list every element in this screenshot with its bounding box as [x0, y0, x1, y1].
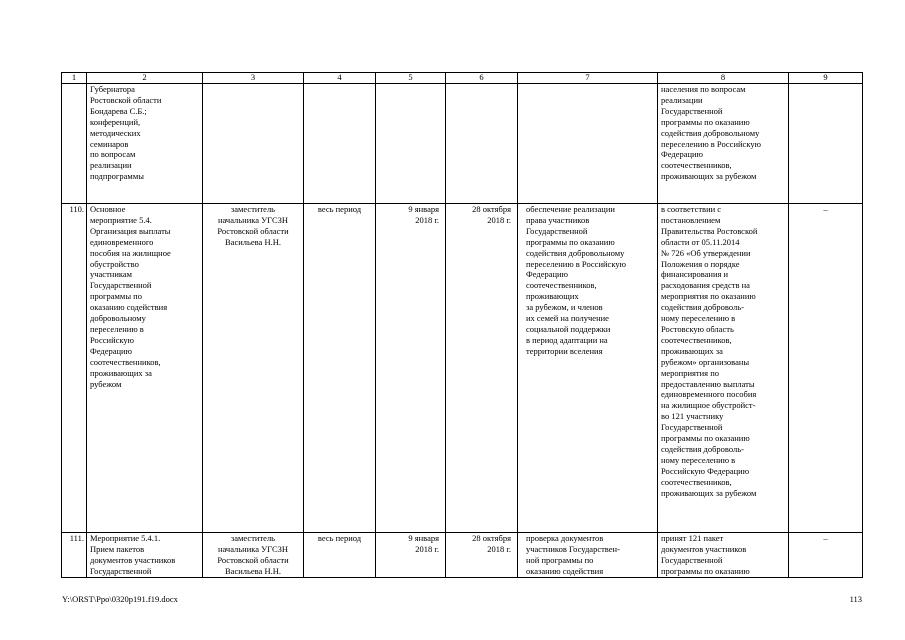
- column-header: 3: [203, 73, 304, 84]
- row-number-cell: 110.: [62, 204, 87, 533]
- expected-result-cell: [518, 84, 658, 204]
- table-row: [62, 533, 863, 578]
- responsible-cell: заместитель начальника УГСЗН Ростовской области Васильева Н.Н.: [203, 533, 304, 578]
- column-header: 7: [518, 73, 658, 84]
- end-date-cell: [446, 84, 518, 204]
- table-header-row: [62, 73, 863, 84]
- start-date-cell: [376, 84, 446, 204]
- table-row: [62, 84, 863, 204]
- document-table: [61, 72, 863, 578]
- start-date-cell: 9 января 2018 г.: [376, 204, 446, 533]
- end-date-cell: 28 октября 2018 г.: [446, 204, 518, 533]
- actual-result-cell: в соответствии с постановлением Правительства Ростовской области от 05.11.2014 № 726 «Об утверждении Положения о порядке финансирования и расходования средств на мероприятия по оказанию содействия доброволь- ному переселению в Ростовскую область соотечественников, проживающих за рубежом» организованы мероприятия по предоставлению выплаты единовременного пособия на жилищное обустройст- во 121 участнику Государственной программы по оказанию содействия доброволь- ному переселению в Российскую Федерацию соотечественников, проживающих за рубежом: [658, 204, 789, 533]
- activity-name-cell: Губернатора Ростовской области Бондарева С.Б.; конференций, методических семинаров по вопросам реализации подпрограммы: [87, 84, 203, 204]
- page-number: 113: [849, 594, 862, 604]
- responsible-cell: [203, 84, 304, 204]
- column-header: 9: [789, 73, 863, 84]
- actual-result-cell: населения по вопросам реализации Государственной программы по оказанию содействия добровольному переселению в Российскую Федерацию соотечественников, проживающих за рубежом: [658, 84, 789, 204]
- period-cell: [304, 84, 376, 204]
- column-header: 4: [304, 73, 376, 84]
- expected-result-cell: обеспечение реализации права участников Государственной программы по оказанию содействия добровольному переселению в Российскую Федерацию соотечественников, проживающих за рубежом, и членов их семей на получение социальной поддержки в период адаптации на территории вселения: [518, 204, 658, 533]
- activity-name-cell: Основное мероприятие 5.4. Организация выплаты единовременного пособия на жилищное обустройство участникам Государственной программы по оказанию содействия добровольному переселению в Российскую Федерацию соотечественников, проживающих за рубежом: [87, 204, 203, 533]
- expected-result-cell: проверка документов участников Государствен- ной программы по оказанию содействия: [518, 533, 658, 578]
- activity-name-cell: Мероприятие 5.4.1. Прием пакетов документов участников Государственной: [87, 533, 203, 578]
- period-cell: весь период: [304, 204, 376, 533]
- row-number-cell: 111.: [62, 533, 87, 578]
- note-cell: –: [789, 533, 863, 578]
- column-header: 6: [446, 73, 518, 84]
- row-number-cell: [62, 84, 87, 204]
- responsible-cell: заместитель начальника УГСЗН Ростовской области Васильева Н.Н.: [203, 204, 304, 533]
- footer-file-path: Y:\ORST\Ppo\0320p191.f19.docx: [62, 594, 178, 604]
- start-date-cell: 9 января 2018 г.: [376, 533, 446, 578]
- table-row: [62, 204, 863, 533]
- column-header: 2: [87, 73, 203, 84]
- note-cell: –: [789, 204, 863, 533]
- column-header: 8: [658, 73, 789, 84]
- column-header: 1: [62, 73, 87, 84]
- note-cell: [789, 84, 863, 204]
- column-header: 5: [376, 73, 446, 84]
- period-cell: весь период: [304, 533, 376, 578]
- actual-result-cell: принят 121 пакет документов участников Государственной программы по оказанию: [658, 533, 789, 578]
- end-date-cell: 28 октября 2018 г.: [446, 533, 518, 578]
